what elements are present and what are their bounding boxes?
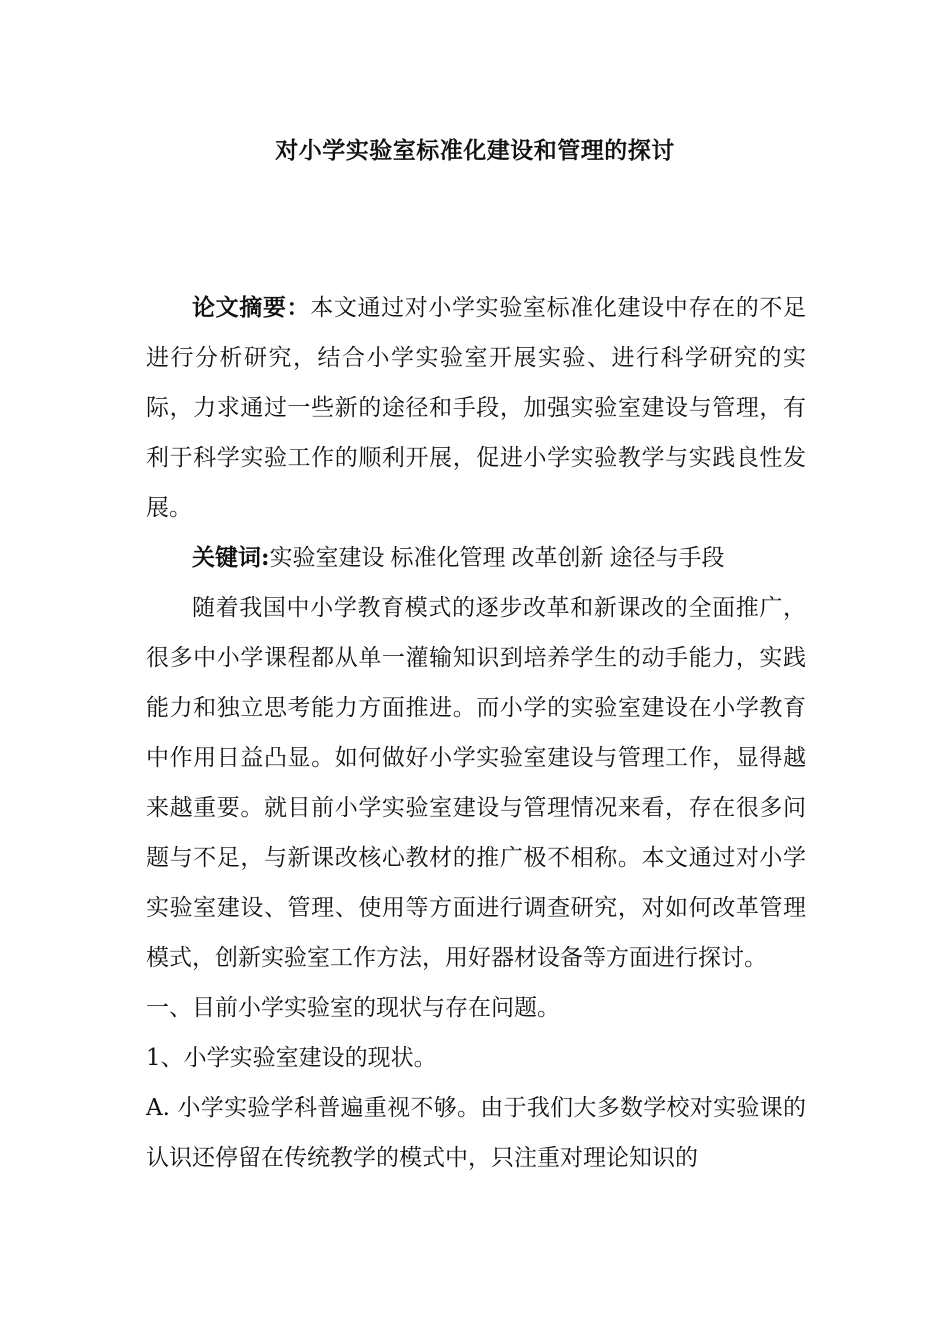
abstract-paragraph — [146, 283, 806, 533]
document-body — [146, 283, 806, 1183]
keyword-item: 改革创新 — [511, 545, 604, 571]
item-a-paragraph: A. 小学实验学科普遍重视不够。由于我们大多数学校对实验课的认识还停留在传统教学的模式中，只注重对理论知识的 — [146, 1095, 806, 1171]
keyword-item: 途径与手段 — [609, 545, 725, 571]
section-heading: 一、目前小学实验室的现状与存在问题。 — [146, 995, 560, 1021]
abstract-text: 本文通过对小学实验室标准化建设中存在的不足进行分析研究，结合小学实验室开展实验、进行科学研究的实际，力求通过一些新的途径和手段，加强实验室建设与管理，有利于科学实验工作的顺利开展，促进小学实验教学与实践良性发展。 — [146, 295, 807, 521]
document-title: 对小学实验室标准化建设和管理的探讨 — [275, 137, 675, 164]
keywords-paragraph — [146, 533, 806, 583]
abstract-label: 论文摘要： — [192, 294, 311, 321]
keywords-label: 关键词: — [192, 544, 270, 571]
intro-paragraph: 随着我国中小学教育模式的逐步改革和新课改的全面推广，很多中小学课程都从单一灌输知识到培养学生的动手能力，实践能力和独立思考能力方面推进。而小学的实验室建设在小学教育中作用日益凸显。如何做好小学实验室建设与管理工作，显得越来越重要。就目前小学实验室建设与管理情况来看，存在很多问题与不足，与新课改核心教材的推广极不相称。本文通过对小学实验室建设、管理、使用等方面进行调查研究，对如何改革管理模式，创新实验室工作方法，用好器材设备等方面进行探讨。 — [146, 595, 806, 971]
keyword-item: 实验室建设 — [269, 545, 385, 571]
keyword-item: 标准化管理 — [390, 545, 506, 571]
subsection-heading: 1、小学实验室建设的现状。 — [146, 1045, 437, 1071]
